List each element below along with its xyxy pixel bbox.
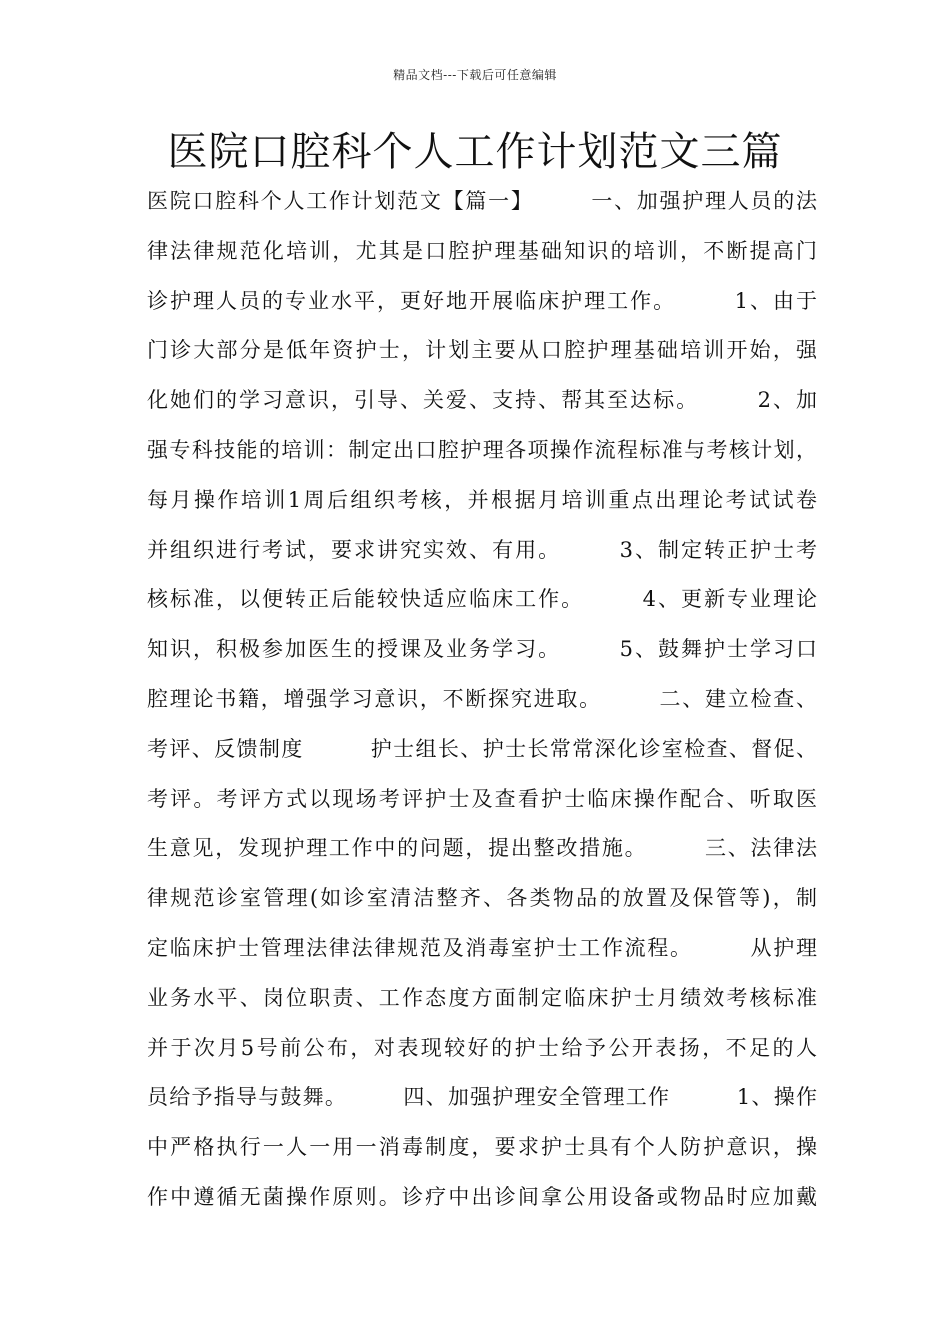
- page-header-note: 精品文档---下载后可任意编辑: [393, 68, 557, 82]
- body-line: 考评。考评方式以现场考评护士及查看护士临床操作配合、听取医: [147, 786, 817, 811]
- body-line: 强专科技能的培训：制定出口腔护理各项操作流程标准与考核计划，: [147, 437, 817, 462]
- body-line: 律规范诊室管理(如诊室清洁整齐、各类物品的放置及保管等)，制: [147, 886, 817, 911]
- body-line: 生意见，发现护理工作中的问题，提出整改措施。 三、法律法: [147, 836, 817, 861]
- body-line: 腔理论书籍，增强学习意识，不断探究进取。 二、建立检查、: [147, 686, 817, 711]
- body-line: 诊护理人员的专业水平，更好地开展临床护理工作。 1、由于: [147, 288, 817, 313]
- body-line: 并组织进行考试，要求讲究实效、有用。 3、制定转正护士考: [147, 537, 817, 562]
- body-line: 门诊大部分是低年资护士，计划主要从口腔护理基础培训开始，强: [147, 338, 817, 363]
- body-line: 作中遵循无菌操作原则。诊疗中出诊间拿公用设备或物品时应加戴: [147, 1184, 817, 1209]
- body-line: 医院口腔科个人工作计划范文【篇一】 一、加强护理人员的法: [147, 189, 817, 213]
- body-line: 律法律规范化培训，尤其是口腔护理基础知识的培训，不断提高门: [147, 238, 817, 263]
- document-title: 医院口腔科个人工作计划范文三篇: [167, 129, 783, 175]
- body-line: 每月操作培训1周后组织考核，并根据月培训重点出理论考试试卷: [147, 487, 817, 512]
- body-line: 业务水平、岗位职责、工作态度方面制定临床护士月绩效考核标准: [147, 985, 817, 1010]
- body-line: 知识，积极参加医生的授课及业务学习。 5、鼓舞护士学习口: [147, 637, 817, 662]
- document-body: [147, 177, 817, 1223]
- body-line: 中严格执行一人一用一消毒制度，要求护士具有个人防护意识，操: [147, 1135, 817, 1160]
- body-line: 化她们的学习意识，引导、关爱、支持、帮其至达标。 2、加: [147, 388, 817, 413]
- body-line: 并于次月5号前公布，对表现较好的护士给予公开表扬，不足的人: [147, 1035, 817, 1060]
- body-line: 考评、反馈制度 护士组长、护士长常常深化诊室检查、督促、: [147, 736, 817, 761]
- body-line: 定临床护士管理法律法律规范及消毒室护士工作流程。 从护理: [147, 935, 817, 960]
- body-line: 核标准，以便转正后能较快适应临床工作。 4、更新专业理论: [147, 587, 817, 612]
- body-line: 员给予指导与鼓舞。 四、加强护理安全管理工作 1、操作: [147, 1085, 817, 1110]
